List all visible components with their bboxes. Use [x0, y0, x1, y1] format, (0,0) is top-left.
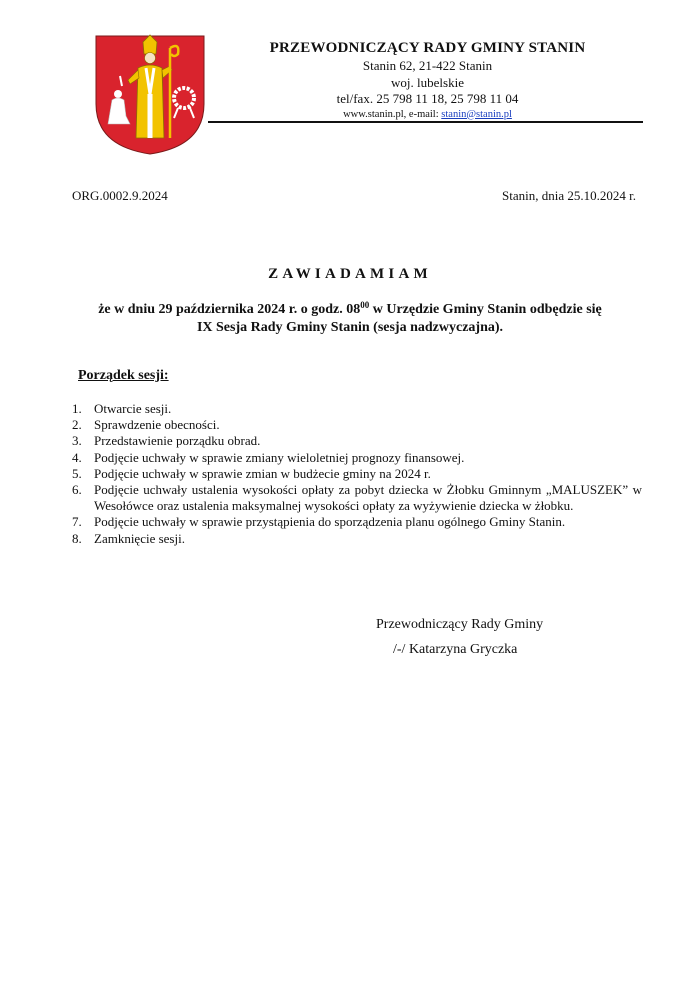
list-item-number: 1.: [72, 401, 82, 416]
list-item-text: Zamknięcie sesji.: [94, 530, 185, 546]
letterhead-divider: [208, 121, 643, 123]
lead-text-start: że w dniu 29 października 2024 r. o godz. 08: [98, 302, 361, 317]
list-item: [72, 466, 642, 482]
place-date: Stanin, dnia 25.10.2024 r.: [502, 188, 636, 203]
letterhead-title: PRZEWODNICZĄCY RADY GMINY STANIN: [269, 40, 586, 56]
letterhead-phone: tel/fax. 25 798 11 18, 25 798 11 04: [336, 91, 519, 106]
list-item-number: 6.: [72, 482, 82, 498]
list-item-number: 3.: [72, 433, 82, 449]
agenda-list: [72, 401, 642, 547]
notice-heading: ZAWIADAMIAM: [268, 266, 432, 282]
letterhead-contact: [210, 108, 645, 122]
letterhead: [210, 40, 645, 122]
list-item-text: Sprawdzenie obecności.: [94, 417, 220, 433]
lead-time-minutes: 00: [360, 300, 370, 310]
list-item-text: Podjęcie uchwały w sprawie zmiany wieloletniej prognozy finansowej.: [94, 449, 465, 465]
list-item: [72, 450, 642, 466]
lead-text-end: w Urzędzie Gminy Stanin odbędzie się: [369, 302, 602, 317]
list-item-text: Podjęcie uchwały ustalenia wysokości opłaty za pobyt dziecka w Żłobku Gminnym „MALUSZEK” w Wesołówce oraz ustalenia maksymalnej wysokości opłaty za wyżywienie dziecka w żłobku.: [94, 482, 642, 514]
list-item: [72, 482, 642, 514]
list-item-number: 7.: [72, 514, 82, 530]
signature-name: /-/ Katarzyna Gryczka: [393, 642, 518, 657]
list-item-text: Otwarcie sesji.: [94, 401, 172, 416]
notice-lead: [60, 296, 640, 337]
list-item-number: 5.: [72, 465, 82, 481]
signature-role: Przewodniczący Rady Gminy: [376, 617, 544, 632]
lead-line-2: IX Sesja Rady Gminy Stanin (sesja nadzwyczajna).: [196, 320, 504, 335]
list-item-text: Przedstawienie porządku obrad.: [94, 433, 261, 449]
letterhead-region: woj. lubelskie: [391, 74, 464, 90]
list-item-number: 8.: [72, 530, 82, 546]
list-item: [72, 531, 642, 547]
list-item-number: 2.: [72, 417, 82, 433]
coat-of-arms-emblem: [94, 34, 206, 156]
list-item-number: 4.: [72, 449, 82, 465]
website-text: www.stanin.pl, e-mail:: [343, 108, 442, 120]
list-item: [72, 401, 642, 417]
list-item-text: Podjęcie uchwały w sprawie przystąpienia do sporządzenia planu ogólnego Gminy Stanin.: [94, 514, 566, 530]
letterhead-address: Stanin 62, 21-422 Stanin: [362, 58, 493, 73]
list-item-text: Podjęcie uchwały w sprawie zmian w budżecie gminy na 2024 r.: [94, 465, 431, 481]
list-item: [72, 514, 642, 530]
list-item: [72, 417, 642, 433]
email-link[interactable]: stanin@stanin.pl: [441, 108, 512, 120]
agenda-heading: Porządek sesji:: [78, 368, 169, 383]
reference-number: ORG.0002.9.2024: [72, 188, 168, 203]
list-item: [72, 433, 642, 449]
